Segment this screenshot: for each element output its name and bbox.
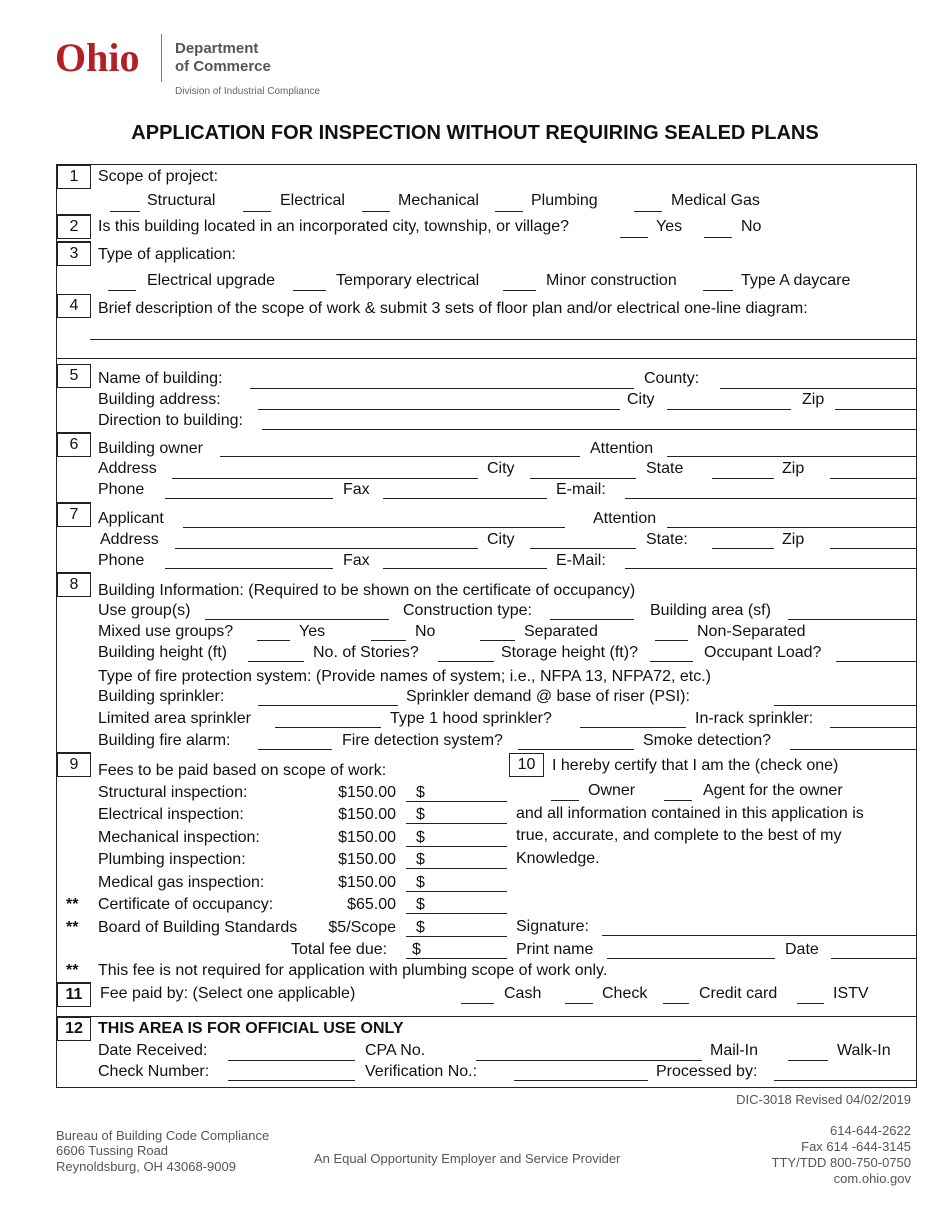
section-1-divider	[90, 164, 91, 188]
fee-label: Plumbing inspection:	[98, 851, 246, 868]
certify-owner-label: Owner	[588, 782, 636, 799]
fire-detection-label: Fire detection system?	[342, 732, 503, 749]
fees-heading: Fees to be paid based on scope of work:	[98, 762, 387, 779]
fee-amount: $5/Scope	[328, 919, 396, 936]
limited-sprinkler-label: Limited area sprinkler	[98, 710, 251, 727]
fee-label: Medical gas inspection:	[98, 874, 265, 891]
footer-equal-opportunity: An Equal Opportunity Employer and Service Provider	[314, 1151, 621, 1166]
building-city-label: City	[627, 391, 655, 408]
sprinkler-label: Building sprinkler:	[98, 688, 225, 705]
fee-amount-input[interactable]	[406, 846, 507, 847]
applicant-state-label: State:	[646, 531, 688, 548]
scope-description-label: Brief description of the scope of work & submit 3 sets of floor plan and/or electrical one-line diagram:	[98, 300, 808, 317]
owner-zip-label: Zip	[782, 460, 805, 477]
type-temporary-electrical-label: Temporary electrical	[336, 272, 480, 289]
applicant-address-label: Address	[100, 531, 159, 548]
fee-label: Board of Building Standards	[98, 919, 298, 936]
mixed-use-yes-label: Yes	[299, 623, 326, 640]
scope-medical-gas-label: Medical Gas	[671, 192, 760, 209]
pay-check-label: Check	[602, 985, 648, 1002]
print-name-input[interactable]	[607, 958, 775, 959]
owner-label: Building owner	[98, 440, 203, 457]
fee-amount: $65.00	[347, 896, 396, 913]
scope-mechanical-label: Mechanical	[398, 192, 479, 209]
total-fee-dollar: $	[412, 941, 421, 958]
separated-label: Separated	[524, 623, 598, 640]
form-top-border	[56, 164, 917, 165]
certify-text-3: Knowledge.	[516, 850, 600, 867]
fee-amount: $150.00	[338, 829, 396, 846]
type-minor-construction-blank[interactable]	[503, 290, 536, 291]
fire-protection-label: Type of fire protection system: (Provide names of system; i.e., NFPA 13, NFPA72, etc.)	[98, 668, 711, 685]
applicant-email-input[interactable]	[625, 568, 916, 569]
construction-type-input[interactable]	[550, 619, 634, 620]
form-id: DIC-3018 Revised 04/02/2019	[736, 1092, 911, 1107]
section-6-divider	[90, 432, 91, 456]
type-minor-construction-label: Minor construction	[546, 272, 677, 289]
fee-amount: $150.00	[338, 784, 396, 801]
applicant-email-label: E-Mail:	[556, 552, 606, 569]
pay-check-blank[interactable]	[565, 1003, 593, 1004]
applicant-attention-input[interactable]	[667, 527, 916, 528]
dept-line1: Department	[175, 40, 259, 57]
section-6-number: 6	[57, 433, 91, 457]
owner-phone-label: Phone	[98, 481, 145, 498]
certify-owner-blank[interactable]	[551, 800, 579, 801]
processed-by-input[interactable]	[774, 1080, 916, 1081]
verification-label: Verification No.:	[365, 1063, 478, 1080]
inrack-sprinkler-label: In-rack sprinkler:	[695, 710, 814, 727]
signature-input[interactable]	[602, 935, 916, 936]
applicant-phone-label: Phone	[98, 552, 145, 569]
section-2-divider	[90, 214, 91, 238]
section-4-bottom	[56, 358, 917, 359]
certify-text-1: and all information contained in this application is	[516, 805, 864, 822]
date-label: Date	[785, 941, 819, 958]
building-name-label: Name of building:	[98, 370, 223, 387]
section-3-divider	[90, 241, 91, 265]
scope-medical-gas-blank[interactable]	[634, 211, 662, 212]
fee-dollar: $	[416, 851, 425, 868]
footer-website: com.ohio.gov	[833, 1171, 911, 1186]
cpa-label: CPA No.	[365, 1042, 426, 1059]
fee-note-mark: **	[66, 962, 79, 979]
applicant-fax-label: Fax	[343, 552, 370, 569]
incorporated-yes-blank[interactable]	[620, 237, 648, 238]
section-10-number: 10	[509, 753, 544, 777]
certify-agent-blank[interactable]	[664, 800, 692, 801]
type-daycare-blank[interactable]	[703, 290, 733, 291]
pay-istv-label: ISTV	[833, 985, 869, 1002]
walk-in-label: Walk-In	[837, 1042, 891, 1059]
occupant-load-label: Occupant Load?	[704, 644, 822, 661]
owner-fax-label: Fax	[343, 481, 370, 498]
section-3-number: 3	[57, 242, 91, 266]
pay-cash-blank[interactable]	[461, 1003, 494, 1004]
applicant-input[interactable]	[183, 527, 565, 528]
footer-address-3: Reynoldsburg, OH 43068-9009	[56, 1159, 236, 1174]
section-8-divider	[90, 572, 91, 596]
fee-paid-by-label: Fee paid by: (Select one applicable)	[100, 985, 356, 1002]
storage-height-input[interactable]	[650, 661, 693, 662]
building-zip-input[interactable]	[835, 409, 916, 410]
section-7-divider	[90, 502, 91, 526]
hood-sprinkler-label: Type 1 hood sprinkler?	[390, 710, 552, 727]
section-1-number: 1	[57, 165, 91, 189]
owner-city-input[interactable]	[530, 478, 636, 479]
mail-in-blank[interactable]	[788, 1060, 828, 1061]
fee-amount-input[interactable]	[406, 868, 507, 869]
building-height-label: Building height (ft)	[98, 644, 227, 661]
building-zip-label: Zip	[802, 391, 825, 408]
owner-attention-label: Attention	[590, 440, 654, 457]
official-use-heading: THIS AREA IS FOR OFFICIAL USE ONLY	[98, 1020, 404, 1037]
fee-label: Structural inspection:	[98, 784, 248, 801]
direction-label: Direction to building:	[98, 412, 243, 429]
scope-description-line[interactable]	[90, 339, 916, 340]
footer-phone: 614-644-2622	[830, 1123, 911, 1138]
form-right-border	[916, 164, 917, 1088]
hood-sprinkler-input[interactable]	[580, 727, 686, 728]
fee-mark: **	[66, 919, 79, 936]
sprinkler-demand-input[interactable]	[774, 705, 916, 706]
logo-divider	[161, 34, 162, 82]
cpa-input[interactable]	[476, 1060, 702, 1061]
scope-plumbing-label: Plumbing	[531, 192, 598, 209]
owner-email-label: E-mail:	[556, 481, 606, 498]
verification-input[interactable]	[514, 1080, 648, 1081]
owner-fax-input[interactable]	[383, 498, 547, 499]
footer-address-1: Bureau of Building Code Compliance	[56, 1128, 270, 1143]
applicant-fax-input[interactable]	[383, 568, 547, 569]
section-4-divider	[90, 294, 91, 318]
fee-amount: $150.00	[338, 806, 396, 823]
applicant-city-input[interactable]	[530, 548, 636, 549]
owner-state-label: State	[646, 460, 684, 477]
smoke-detection-label: Smoke detection?	[643, 732, 772, 749]
date-input[interactable]	[831, 958, 916, 959]
fire-alarm-input[interactable]	[258, 749, 332, 750]
pay-cash-label: Cash	[504, 985, 542, 1002]
applicant-zip-label: Zip	[782, 531, 805, 548]
section-9-divider	[90, 752, 91, 776]
fee-label: Mechanical inspection:	[98, 829, 260, 846]
fire-alarm-label: Building fire alarm:	[98, 732, 231, 749]
sprinkler-demand-label: Sprinkler demand @ base of riser (PSI):	[406, 688, 690, 705]
application-type-label: Type of application:	[98, 246, 236, 263]
fee-dollar: $	[416, 919, 425, 936]
applicant-attention-label: Attention	[593, 510, 657, 527]
date-received-input[interactable]	[228, 1060, 355, 1061]
building-info-heading: Building Information: (Required to be shown on the certificate of occupancy)	[98, 582, 636, 599]
fee-amount-input[interactable]	[406, 823, 507, 824]
fee-dollar: $	[416, 784, 425, 801]
use-groups-label: Use group(s)	[98, 602, 191, 619]
applicant-zip-input[interactable]	[830, 548, 916, 549]
fire-detection-input[interactable]	[518, 749, 634, 750]
applicant-state-input[interactable]	[712, 548, 774, 549]
fee-dollar: $	[416, 829, 425, 846]
incorporated-question: Is this building located in an incorporated city, township, or village?	[98, 218, 570, 235]
building-city-input[interactable]	[667, 409, 791, 410]
building-area-label: Building area (sf)	[650, 602, 771, 619]
construction-type-label: Construction type:	[403, 602, 532, 619]
footer-fax: Fax 614 -644-3145	[801, 1139, 911, 1154]
occupant-load-input[interactable]	[836, 661, 916, 662]
mixed-use-no-blank[interactable]	[371, 640, 406, 641]
ohio-logo: Ohio	[55, 35, 140, 80]
fee-amount-input[interactable]	[406, 913, 507, 914]
building-area-input[interactable]	[788, 619, 916, 620]
section-11-number: 11	[57, 983, 91, 1007]
separated-blank[interactable]	[480, 640, 515, 641]
certify-label: I hereby certify that I am the (check one)	[552, 757, 839, 774]
building-address-label: Building address:	[98, 391, 221, 408]
check-number-label: Check Number:	[98, 1063, 210, 1080]
print-name-label: Print name	[516, 941, 594, 958]
owner-input[interactable]	[220, 456, 580, 457]
section-5-divider	[90, 364, 91, 388]
mixed-use-yes-blank[interactable]	[257, 640, 290, 641]
pay-credit-label: Credit card	[699, 985, 778, 1002]
scope-label: Scope of project:	[98, 168, 219, 185]
section-5-number: 5	[57, 364, 91, 388]
limited-sprinkler-input[interactable]	[275, 727, 381, 728]
total-fee-input[interactable]	[406, 958, 507, 959]
fee-amount-input[interactable]	[406, 801, 507, 802]
scope-structural-label: Structural	[147, 192, 216, 209]
owner-zip-input[interactable]	[830, 478, 916, 479]
fee-dollar: $	[416, 874, 425, 891]
storage-height-label: Storage height (ft)?	[501, 644, 638, 661]
section-9-number: 9	[57, 753, 91, 777]
applicant-city-label: City	[487, 531, 515, 548]
division-label: Division of Industrial Compliance	[175, 86, 321, 97]
scope-electrical-label: Electrical	[280, 192, 345, 209]
direction-input[interactable]	[262, 429, 916, 430]
scope-electrical-blank[interactable]	[243, 211, 271, 212]
owner-state-input[interactable]	[712, 478, 774, 479]
owner-address-input[interactable]	[172, 478, 478, 479]
type-temporary-electrical-blank[interactable]	[293, 290, 326, 291]
fee-mark: **	[66, 896, 79, 913]
applicant-label: Applicant	[98, 510, 164, 527]
section-12-divider	[90, 1016, 91, 1040]
incorporated-no-label: No	[741, 218, 762, 235]
type-daycare-label: Type A daycare	[741, 272, 851, 289]
scope-mechanical-blank[interactable]	[362, 211, 390, 212]
pay-istv-blank[interactable]	[797, 1003, 824, 1004]
date-received-label: Date Received:	[98, 1042, 208, 1059]
footer-tty: TTY/TDD 800-750-0750	[771, 1155, 911, 1170]
non-separated-blank[interactable]	[655, 640, 688, 641]
sprinkler-input[interactable]	[258, 705, 398, 706]
incorporated-yes-label: Yes	[656, 218, 683, 235]
section-8-number: 8	[57, 573, 91, 597]
smoke-detection-input[interactable]	[790, 749, 916, 750]
section-12-top	[56, 1016, 917, 1017]
mixed-use-label: Mixed use groups?	[98, 623, 234, 640]
fee-label: Electrical inspection:	[98, 806, 244, 823]
fee-amount-input[interactable]	[406, 936, 507, 937]
owner-email-input[interactable]	[625, 498, 916, 499]
owner-address-label: Address	[98, 460, 157, 477]
applicant-address-input[interactable]	[175, 548, 478, 549]
use-groups-input[interactable]	[205, 619, 389, 620]
owner-attention-input[interactable]	[667, 456, 916, 457]
section-2-number: 2	[57, 215, 91, 239]
footer-address-2: 6606 Tussing Road	[56, 1143, 169, 1158]
non-separated-label: Non-Separated	[697, 623, 806, 640]
pay-credit-blank[interactable]	[663, 1003, 689, 1004]
stories-label: No. of Stories?	[313, 644, 419, 661]
inrack-sprinkler-input[interactable]	[830, 727, 916, 728]
county-input[interactable]	[720, 388, 916, 389]
section-4-number: 4	[57, 294, 91, 318]
building-height-input[interactable]	[248, 661, 304, 662]
certify-text-2: true, accurate, and complete to the best of my	[516, 827, 842, 844]
fee-amount: $150.00	[338, 851, 396, 868]
fee-label: Certificate of occupancy:	[98, 896, 274, 913]
page-title: APPLICATION FOR INSPECTION WITHOUT REQUIRING SEALED PLANS	[131, 122, 819, 144]
building-name-input[interactable]	[250, 388, 634, 389]
scope-plumbing-blank[interactable]	[495, 211, 523, 212]
county-label: County:	[644, 370, 700, 387]
signature-label: Signature:	[516, 918, 589, 935]
section-11-divider	[90, 982, 91, 1006]
type-electrical-upgrade-label: Electrical upgrade	[147, 272, 276, 289]
mail-in-label: Mail-In	[710, 1042, 759, 1059]
stories-input[interactable]	[438, 661, 494, 662]
certify-agent-label: Agent for the owner	[703, 782, 843, 799]
type-electrical-upgrade-blank[interactable]	[108, 290, 136, 291]
owner-city-label: City	[487, 460, 515, 477]
scope-structural-blank[interactable]	[110, 211, 140, 212]
section-7-number: 7	[57, 503, 91, 527]
check-number-input[interactable]	[228, 1080, 355, 1081]
section-12-number: 12	[57, 1017, 91, 1041]
total-fee-label: Total fee due:	[291, 941, 388, 958]
fee-amount-input[interactable]	[406, 891, 507, 892]
processed-by-label: Processed by:	[656, 1063, 758, 1080]
fee-amount: $150.00	[338, 874, 396, 891]
dept-line2: of Commerce	[175, 58, 271, 75]
form-bottom-border	[56, 1087, 917, 1088]
mixed-use-no-label: No	[415, 623, 436, 640]
fee-dollar: $	[416, 896, 425, 913]
building-address-input[interactable]	[258, 409, 620, 410]
fee-note: This fee is not required for application with plumbing scope of work only.	[98, 962, 608, 979]
owner-phone-input[interactable]	[165, 498, 333, 499]
fee-dollar: $	[416, 806, 425, 823]
incorporated-no-blank[interactable]	[704, 237, 732, 238]
applicant-phone-input[interactable]	[165, 568, 333, 569]
